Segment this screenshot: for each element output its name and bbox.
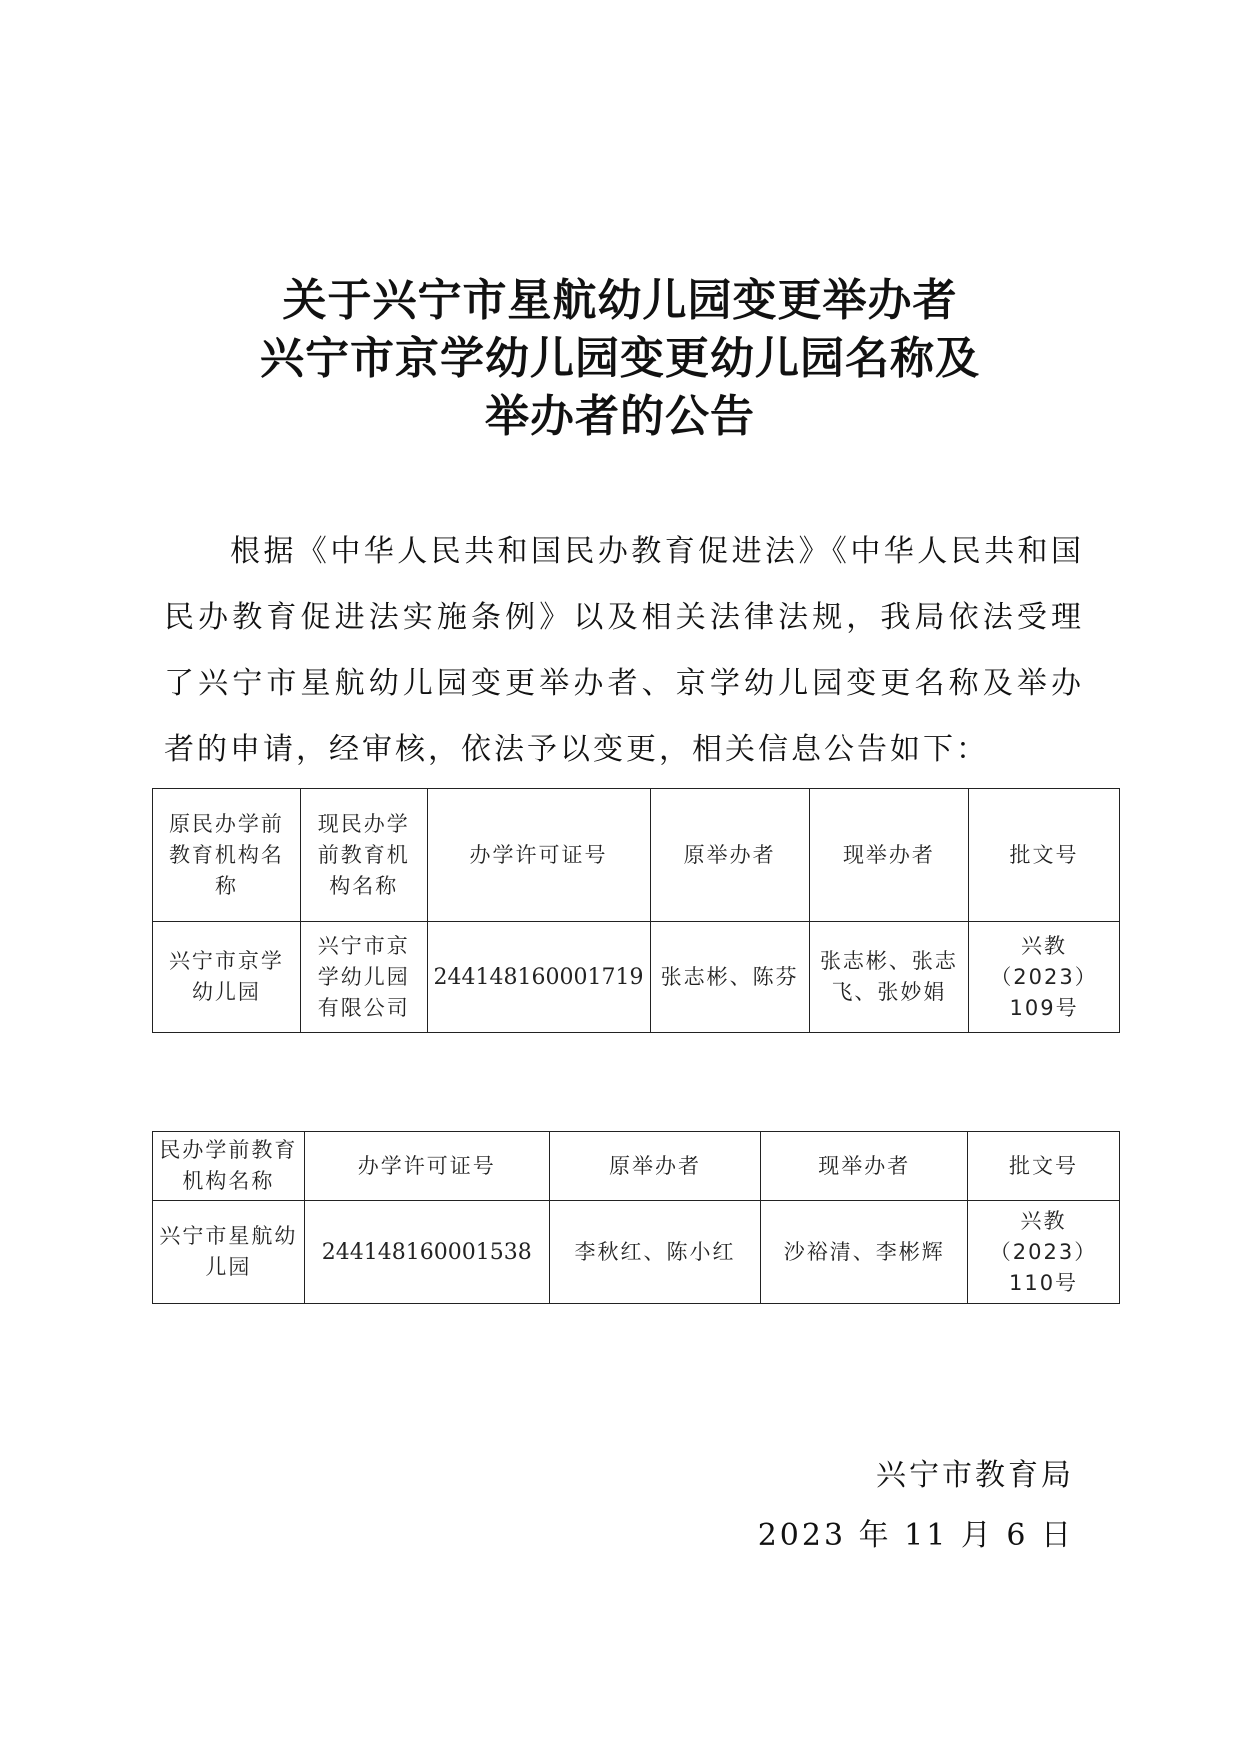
announcement-body <box>164 519 1084 783</box>
table-cell: 张志彬、张志飞、张妙娟 <box>809 922 968 1033</box>
license-number-cell: 244148160001719 <box>427 922 650 1033</box>
issue-date: 2023 年 11 月 6 日 <box>757 1518 1074 1553</box>
table-row <box>153 922 1120 1033</box>
document-title <box>0 272 1240 446</box>
kindergarten-change-table-1 <box>152 788 1120 1033</box>
table-cell: 兴宁市京学幼儿园 <box>153 922 301 1033</box>
approval-number-cell: 兴教（2023）110号 <box>968 1201 1120 1304</box>
license-number-cell: 244148160001538 <box>304 1201 549 1304</box>
table-cell: 兴宁市星航幼儿园 <box>153 1201 305 1304</box>
table-header-row <box>153 789 1120 922</box>
header-cell: 原举办者 <box>650 789 809 922</box>
header-cell: 原民办学前教育机构名称 <box>153 789 301 922</box>
approval-number-cell: 兴教（2023）109号 <box>969 922 1120 1033</box>
header-cell: 现举办者 <box>761 1132 968 1201</box>
table-cell: 李秋红、陈小红 <box>549 1201 761 1304</box>
header-cell: 办学许可证号 <box>427 789 650 922</box>
announcement-paragraph: 根据《中华人民共和国民办教育促进法》《中华人民共和国民办教育促进法实施条例》以及相关法律法规，我局依法受理了兴宁市星航幼儿园变更举办者、京学幼儿园变更名称及举办者的申请，经审核，依法予以变更，相关信息公告如下： <box>164 534 1084 767</box>
header-cell: 原举办者 <box>549 1132 761 1201</box>
table-cell: 沙裕清、李彬辉 <box>761 1201 968 1304</box>
table-cell: 兴宁市京学幼儿园有限公司 <box>300 922 427 1033</box>
table-header-row <box>153 1132 1120 1201</box>
title-line-1: 关于兴宁市星航幼儿园变更举办者 <box>282 275 958 326</box>
table-row <box>153 1201 1120 1304</box>
header-cell: 现民办学前教育机构名称 <box>300 789 427 922</box>
header-cell: 办学许可证号 <box>304 1132 549 1201</box>
issuing-organization: 兴宁市教育局 <box>876 1458 1074 1493</box>
table-cell: 张志彬、陈芬 <box>650 922 809 1033</box>
kindergarten-change-table-2 <box>152 1131 1120 1304</box>
header-cell: 批文号 <box>969 789 1120 922</box>
title-line-2: 兴宁市京学幼儿园变更幼儿园名称及 <box>260 333 980 384</box>
header-cell: 批文号 <box>968 1132 1120 1201</box>
title-line-3: 举办者的公告 <box>485 391 755 442</box>
header-cell: 民办学前教育机构名称 <box>153 1132 305 1201</box>
header-cell: 现举办者 <box>809 789 968 922</box>
